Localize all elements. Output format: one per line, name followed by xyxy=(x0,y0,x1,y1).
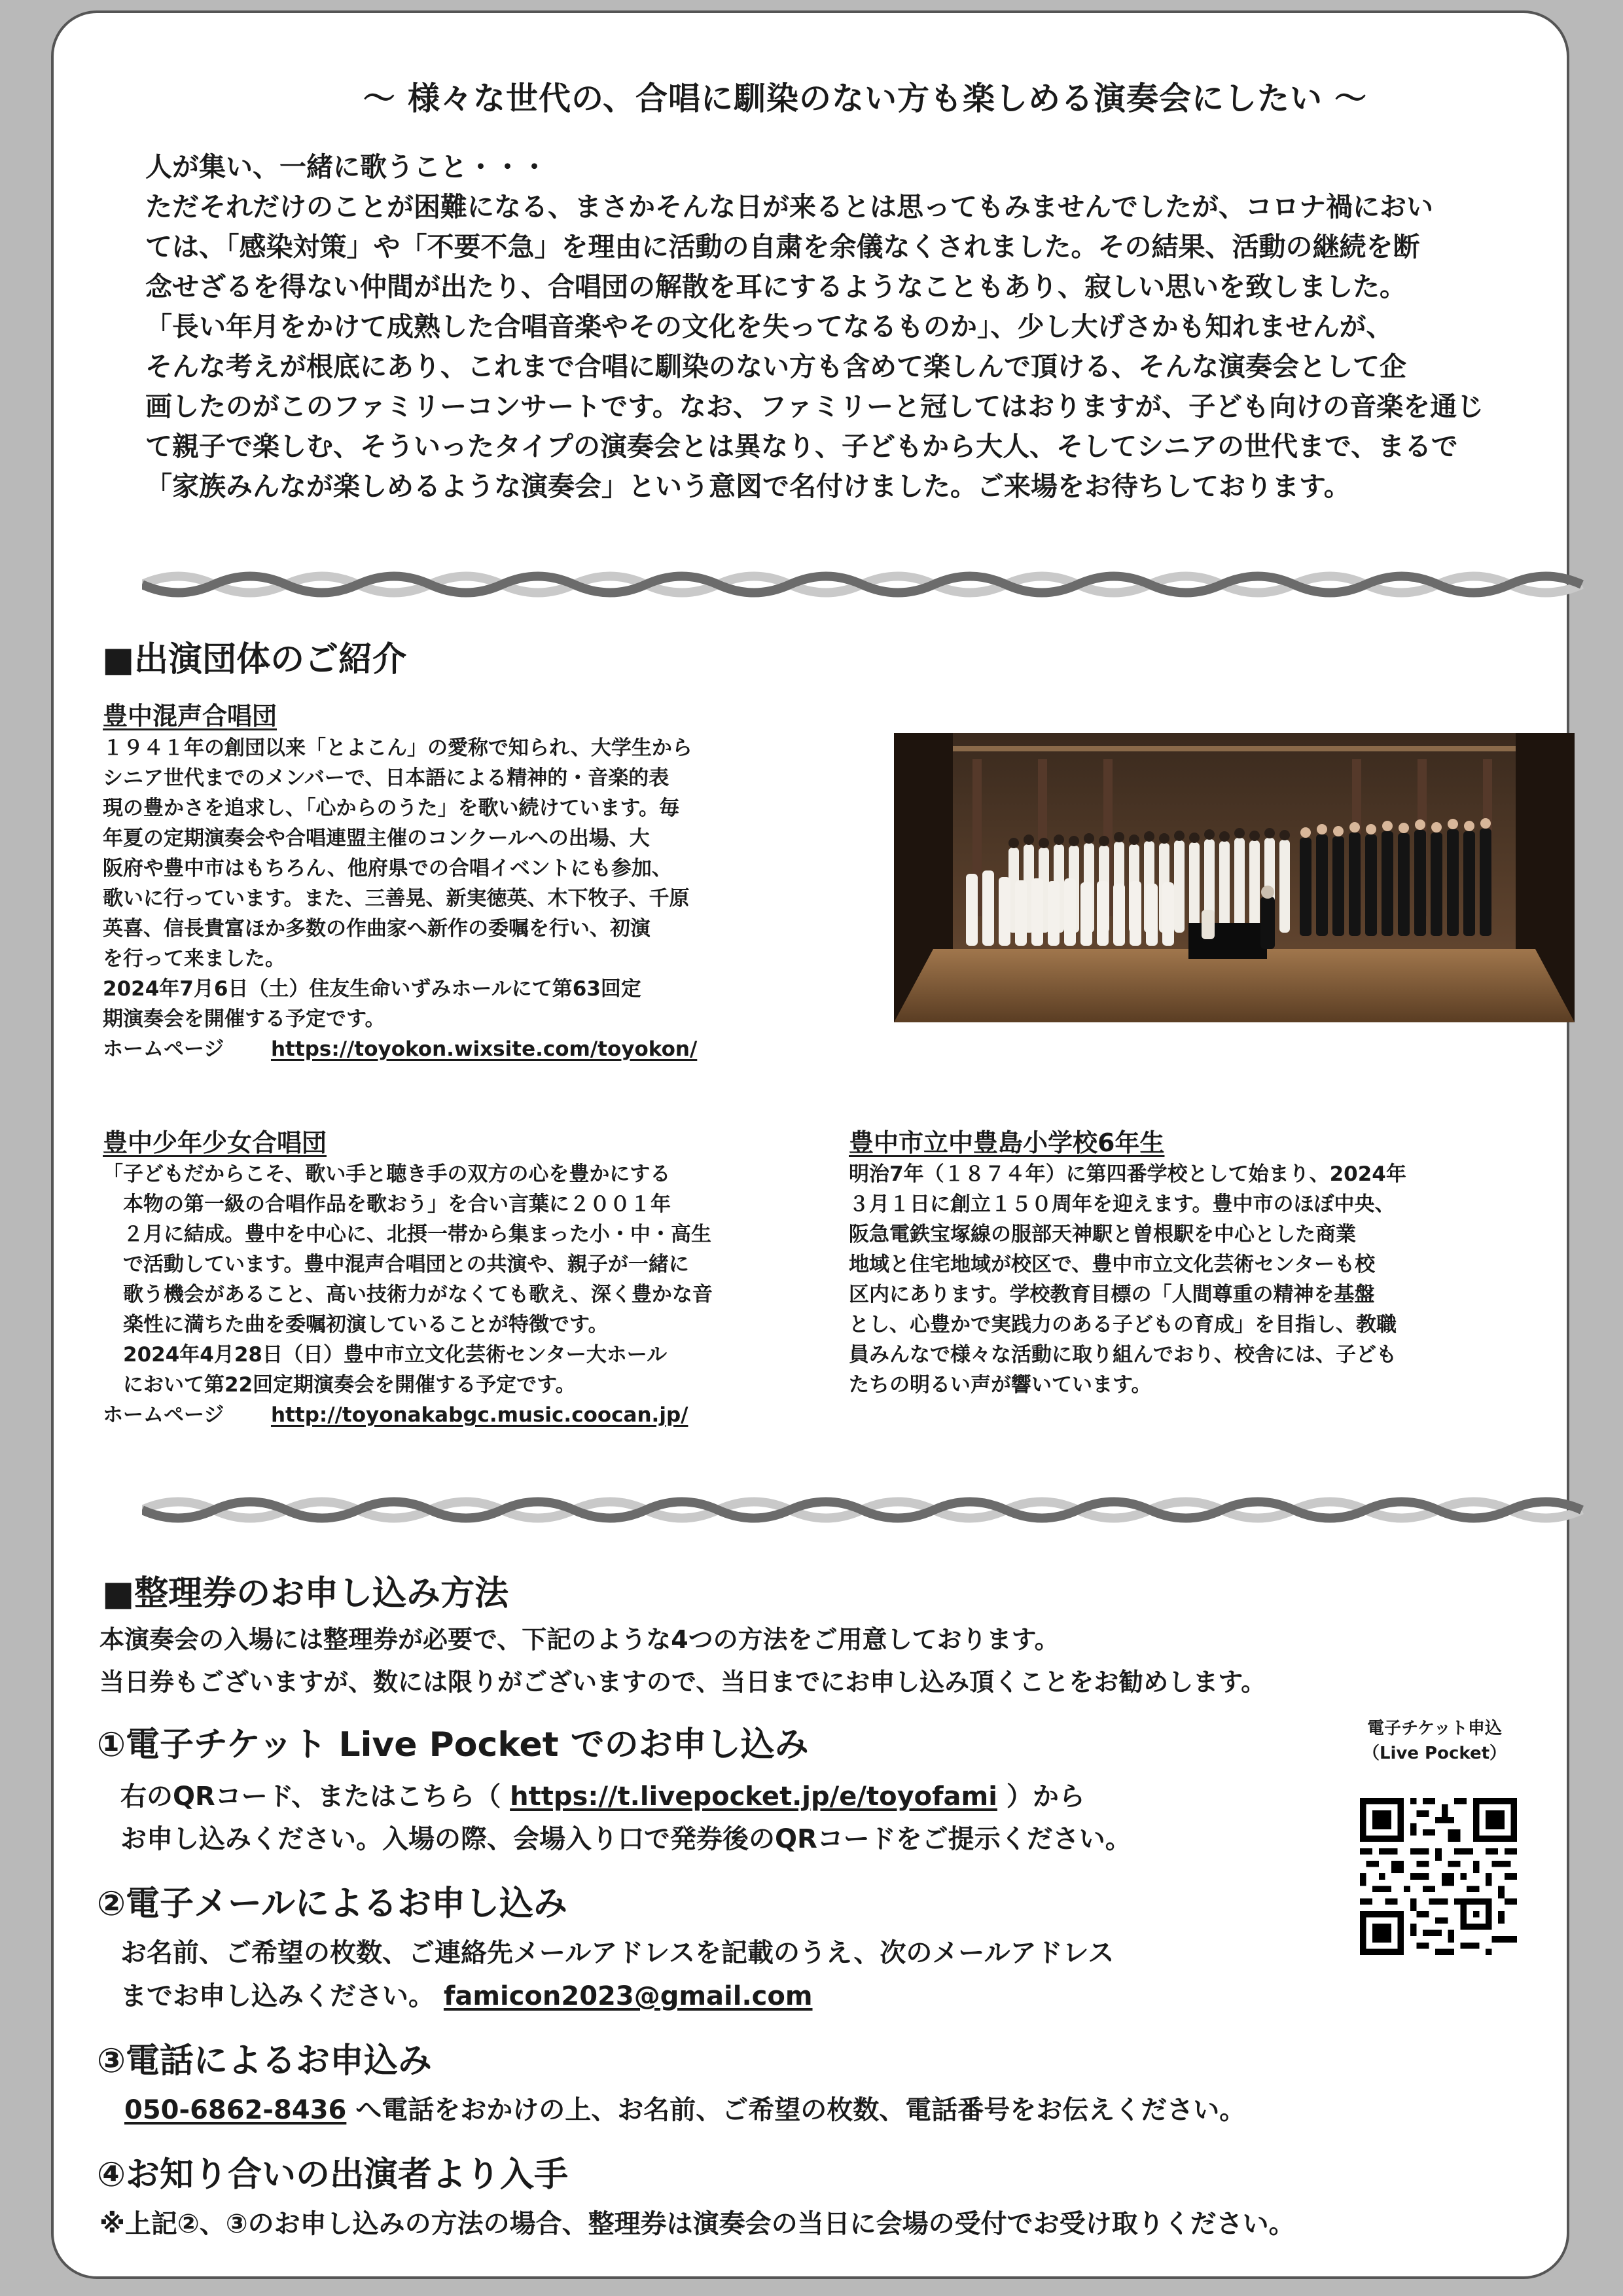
description-line: シニア世代までのメンバーで、日本語による精神的・音楽的表 xyxy=(103,766,669,790)
rope-divider xyxy=(142,1494,1588,1526)
group-description-nakateshima-elementary xyxy=(849,1159,1543,1400)
description-line: 「子どもだからこそ、歌い手と聴き手の双方の心を豊かにする xyxy=(103,1162,671,1186)
ticket-intro-line: 当日券もございますが、数には限りがございますので、当日までにお申し込み頂くことをお勧めします。 xyxy=(99,1668,1266,1696)
description-line: 区内にあります。学校教育目標の「人間尊重の精神を基盤 xyxy=(849,1283,1375,1306)
group-title-toyokon: 豊中混声合唱団 xyxy=(103,702,277,730)
lead-title: ～ 様々な世代の、合唱に馴染のない方も楽しめる演奏会にしたい ～ xyxy=(363,80,1368,117)
description-line: ２月に結成。豊中を中心に、北摂一帯から集まった小・中・高生 xyxy=(103,1223,711,1246)
homepage-row xyxy=(103,1400,888,1430)
intro-paragraph xyxy=(145,147,1585,507)
phone-link[interactable]: 050-6862-8436 xyxy=(124,2095,347,2125)
method-3-line xyxy=(124,2089,1245,2131)
livepocket-qr-code[interactable] xyxy=(1360,1798,1517,1955)
homepage-link-toyonaka-bgc[interactable]: http://toyonakabgc.music.coocan.jp/ xyxy=(270,1403,688,1427)
intro-line: て親子で楽しむ、そういったタイプの演奏会とは異なり、子どもから大人、そしてシニアの世代まで、まるで xyxy=(145,431,1458,462)
intro-line: 人が集い、一緒に歌うこと・・・ xyxy=(145,151,548,183)
intro-line: 「家族みんなが楽しめるような演奏会」という意図で名付けました。ご来場をお待ちしております。 xyxy=(145,471,1351,502)
homepage-row xyxy=(103,1034,875,1064)
description-line: 地域と住宅地域が校区で、豊中市立文化芸術センターも校 xyxy=(849,1253,1376,1276)
email-link[interactable]: famicon2023@gmail.com xyxy=(443,1981,813,2011)
method-1-pre: 右のQRコード、またはこちら（ xyxy=(120,1782,501,1812)
description-line: において第22回定期演奏会を開催する予定です。 xyxy=(103,1373,576,1397)
intro-line: ただそれだけのことが困難になる、まさかそんな日が来るとは思ってもみませんでしたが、コロナ禍におい xyxy=(145,191,1433,223)
group-title-toyonaka-bgc: 豊中少年少女合唱団 xyxy=(103,1128,327,1157)
method-1-title: ①電子チケット Live Pocket でのお申し込み xyxy=(97,1725,809,1765)
flyer-sheet xyxy=(51,10,1569,2279)
description-line: 楽性に満ちた曲を委嘱初演していることが特徴です。 xyxy=(103,1313,609,1336)
livepocket-link[interactable]: https://t.livepocket.jp/e/toyofami xyxy=(510,1782,997,1812)
description-line: 期演奏会を開催する予定です。 xyxy=(103,1007,385,1031)
description-line: たちの明るい声が響いています。 xyxy=(849,1373,1152,1397)
ticket-intro-line: 本演奏会の入場には整理券が必要で、下記のような4つの方法をご用意しております。 xyxy=(99,1625,1060,1654)
description-line: 阪急電鉄宝塚線の服部天神駅と曽根駅を中心とした商業 xyxy=(849,1223,1356,1246)
method-3-post: へ電話をおかけの上、お名前、ご希望の枚数、電話番号をお伝えください。 xyxy=(355,2095,1246,2125)
intro-line: そんな考えが根底にあり、これまで合唱に馴染のない方も含めて楽しんで頂ける、そんな演奏会として企 xyxy=(145,351,1406,382)
ticket-note: ※上記②、③のお申し込みの方法の場合、整理券は演奏会の当日に会場の受付でお受け取りください。 xyxy=(99,2209,1295,2239)
description-line: 2024年4月28日（日）豊中市立文化芸術センター大ホール xyxy=(103,1343,668,1367)
description-line: とし、心豊かで実践力のある子どもの育成」を目指し、教職 xyxy=(849,1313,1397,1336)
method-2-pre: までお申し込みください。 xyxy=(120,1981,435,2011)
homepage-label: ホームページ xyxy=(103,1037,224,1061)
choir-stage-photo xyxy=(894,733,1575,1022)
method-1-line-1 xyxy=(120,1776,1085,1818)
method-1-line-2: お申し込みください。入場の際、会場入り口で発券後のQRコードをご提示ください。 xyxy=(120,1824,1132,1854)
description-line: 英喜、信長貴富ほか多数の作曲家へ新作の委嘱を行い、初演 xyxy=(103,917,651,941)
description-line: で活動しています。豊中混声合唱団との共演や、親子が一緒に xyxy=(103,1253,689,1276)
description-line: 年夏の定期演奏会や合唱連盟主催のコンクールへの出場、大 xyxy=(103,827,650,850)
description-line: 阪府や豊中市はもちろん、他府県での合唱イベントにも参加、 xyxy=(103,857,672,880)
intro-line: ては、「感染対策」や「不要不急」を理由に活動の自粛を余儀なくされました。その結果、活動の継続を断 xyxy=(145,231,1420,262)
description-line: １９４１年の創団以来「とよこん」の愛称で知られ、大学生から xyxy=(103,736,692,760)
method-2-line-2 xyxy=(120,1975,813,2017)
qr-caption xyxy=(1336,1716,1533,1766)
method-2-title: ②電子メールによるお申し込み xyxy=(97,1884,567,1924)
group-title-nakateshima-elementary: 豊中市立中豊島小学校6年生 xyxy=(849,1128,1165,1157)
method-3-title: ③電話によるお申込み xyxy=(97,2041,433,2081)
description-line: 歌いに行っています。また、三善晃、新実徳英、木下牧子、千原 xyxy=(103,887,690,910)
description-line: ３月１日に創立１５０周年を迎えます。豊中市のほぼ中央、 xyxy=(849,1193,1395,1216)
qr-caption-line: （Live Pocket） xyxy=(1362,1744,1507,1763)
rope-divider xyxy=(142,568,1588,601)
performers-heading: ■出演団体のご紹介 xyxy=(102,640,407,679)
group-description-toyokon xyxy=(103,733,875,1064)
ticket-heading: ■整理券のお申し込み方法 xyxy=(102,1574,509,1613)
description-line: 員みんなで様々な活動に取り組んでおり、校舎には、子ども xyxy=(849,1343,1397,1367)
homepage-label: ホームページ xyxy=(103,1403,224,1427)
group-description-toyonaka-bgc xyxy=(103,1159,888,1430)
method-4-title: ④お知り合いの出演者より入手 xyxy=(97,2155,569,2195)
description-line: 明治7年（１８７４年）に第四番学校として始まり、2024年 xyxy=(849,1162,1406,1186)
description-line: 2024年7月6日（土）住友生命いずみホールにて第63回定 xyxy=(103,977,641,1001)
method-1-post: ）から xyxy=(1006,1782,1085,1812)
description-line: を行って来ました。 xyxy=(103,947,285,971)
method-2-line-1: お名前、ご希望の枚数、ご連絡先メールアドレスを記載のうえ、次のメールアドレス xyxy=(120,1938,1115,1968)
description-line: 現の豊かさを追求し、「心からのうた」を歌い続けています。毎 xyxy=(103,797,680,820)
description-line: 歌う機会があること、高い技術力がなくても歌え、深く豊かな音 xyxy=(103,1283,713,1306)
qr-caption-line: 電子チケット申込 xyxy=(1367,1719,1502,1738)
intro-line: 画したのがこのファミリーコンサートです。なお、ファミリーと冠してはおりますが、子ども向けの音楽を通じ xyxy=(145,391,1484,422)
homepage-link-toyokon[interactable]: https://toyokon.wixsite.com/toyokon/ xyxy=(270,1037,698,1061)
description-line: 本物の第一級の合唱作品を歌おう」を合い言葉に２００１年 xyxy=(103,1193,671,1216)
intro-line: 「長い年月をかけて成熟した合唱音楽やその文化を失ってなるものか」、少し大げさかも知れませんが、 xyxy=(145,311,1393,342)
intro-line: 念せざるを得ない仲間が出たり、合唱団の解散を耳にするようなこともあり、寂しい思いを致しました。 xyxy=(145,271,1406,302)
